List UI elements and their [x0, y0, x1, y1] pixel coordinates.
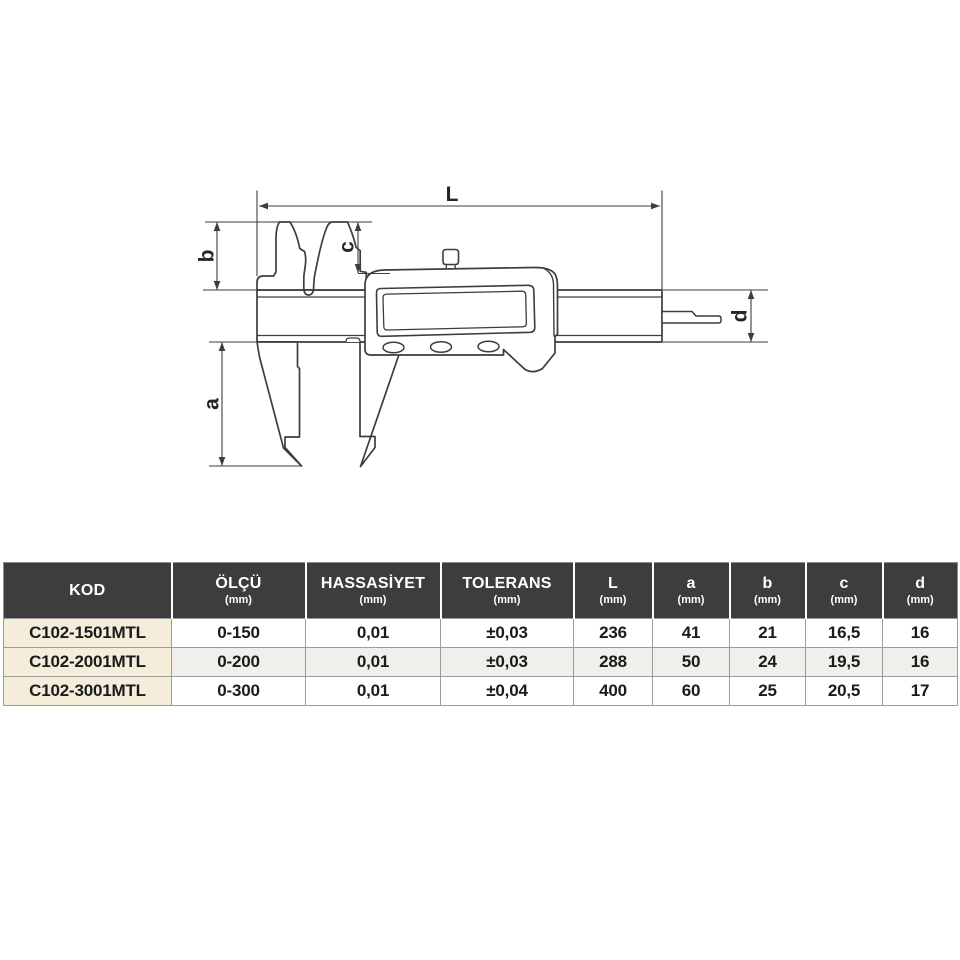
cell-tolerans: ±0,04 — [441, 677, 574, 706]
cell-a: 50 — [653, 648, 730, 677]
cell-kod: C102-2001MTL — [4, 648, 172, 677]
column-label: d — [915, 575, 926, 593]
slider-clamp-tab — [346, 338, 360, 342]
cell-tolerans: ±0,03 — [441, 619, 574, 648]
column-header-hassasiyet — [306, 563, 441, 619]
spec-table-header-row — [4, 563, 958, 619]
display-button — [431, 342, 452, 352]
lock-screw-icon — [443, 250, 459, 270]
column-label: b — [762, 575, 773, 593]
column-label: c — [839, 575, 849, 593]
column-label: a — [686, 575, 696, 593]
dim-label-inner-jaw: c — [335, 241, 359, 253]
table-row — [4, 619, 958, 648]
column-unit: (mm) — [599, 593, 627, 606]
cell-olcu: 0-300 — [172, 677, 306, 706]
spec-table — [3, 562, 958, 706]
cell-c: 19,5 — [806, 648, 883, 677]
column-label: KOD — [69, 581, 106, 599]
column-header-b — [730, 563, 806, 619]
cell-b: 21 — [730, 619, 806, 648]
column-label: TOLERANS — [462, 575, 552, 593]
spec-table-body — [4, 619, 958, 706]
column-label: L — [608, 575, 618, 593]
cell-a: 60 — [653, 677, 730, 706]
dim-label-beam-height: d — [728, 309, 752, 323]
cell-hassasiyet: 0,01 — [306, 648, 441, 677]
column-header-d — [883, 563, 958, 619]
cell-olcu: 0-150 — [172, 619, 306, 648]
column-unit: (mm) — [830, 593, 858, 606]
column-unit: (mm) — [225, 593, 252, 606]
spec-table-head — [4, 563, 958, 619]
cell-d: 17 — [883, 677, 958, 706]
caliper-depth-rod — [662, 312, 721, 324]
column-header-tolerans — [441, 563, 574, 619]
column-unit: (mm) — [677, 593, 705, 606]
column-unit: (mm) — [754, 593, 781, 606]
caliper-lower-movable-jaw — [360, 342, 399, 467]
cell-kod: C102-1501MTL — [4, 619, 172, 648]
dim-label-upper-jaw: b — [195, 249, 219, 263]
cell-kod: C102-3001MTL — [4, 677, 172, 706]
column-header-olcu — [172, 563, 306, 619]
cell-c: 20,5 — [806, 677, 883, 706]
cell-d: 16 — [883, 648, 958, 677]
column-header-c — [806, 563, 883, 619]
cell-L: 236 — [574, 619, 653, 648]
cell-tolerans: ±0,03 — [441, 648, 574, 677]
table-row — [4, 648, 958, 677]
cell-L: 400 — [574, 677, 653, 706]
column-label: HASSASİYET — [320, 575, 426, 593]
column-header-kod — [4, 563, 172, 619]
dim-label-lower-jaw: a — [200, 398, 224, 410]
column-unit: (mm) — [493, 593, 521, 606]
cell-hassasiyet: 0,01 — [306, 619, 441, 648]
table-row — [4, 677, 958, 706]
column-header-a — [653, 563, 730, 619]
column-header-L — [574, 563, 653, 619]
cell-b: 25 — [730, 677, 806, 706]
display-button — [383, 342, 404, 352]
cell-c: 16,5 — [806, 619, 883, 648]
cell-L: 288 — [574, 648, 653, 677]
cell-olcu: 0-200 — [172, 648, 306, 677]
cell-a: 41 — [653, 619, 730, 648]
cell-b: 24 — [730, 648, 806, 677]
column-label: ÖLÇÜ — [215, 575, 262, 593]
caliper-lower-fixed-jaw — [257, 342, 302, 466]
column-unit: (mm) — [906, 593, 934, 606]
caliper-upper-jaws — [257, 222, 366, 295]
cell-d: 16 — [883, 619, 958, 648]
dim-label-length: L — [445, 183, 459, 206]
display-button — [478, 341, 499, 351]
cell-hassasiyet: 0,01 — [306, 677, 441, 706]
column-unit: (mm) — [359, 593, 387, 606]
